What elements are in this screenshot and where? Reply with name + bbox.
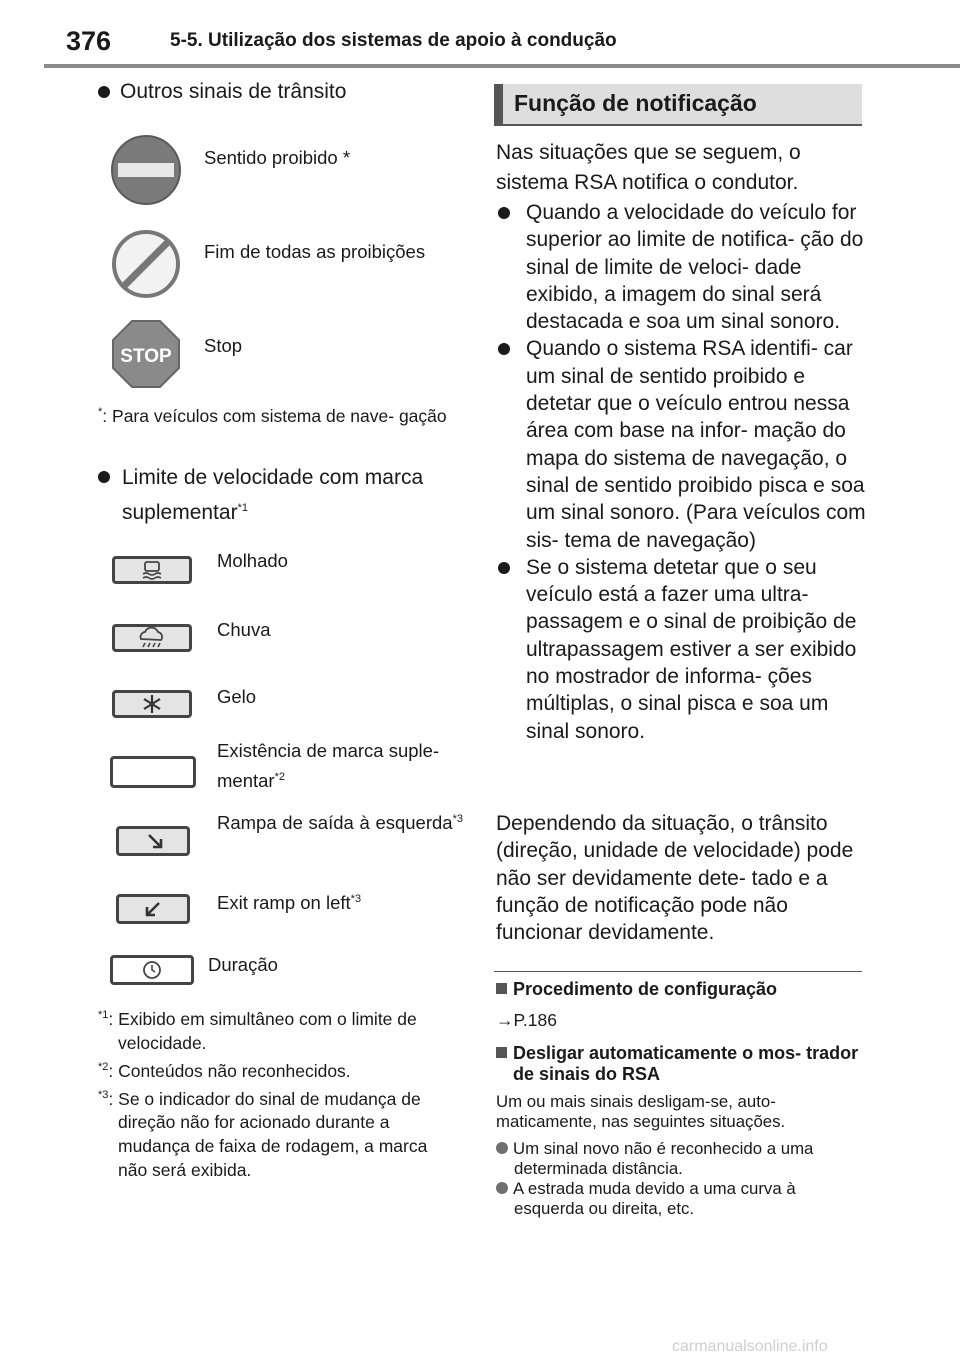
- other-signs-heading: Outros sinais de trânsito: [98, 76, 346, 107]
- stop-sign-text: STOP: [120, 346, 172, 367]
- plate-label-ice: Gelo: [217, 686, 257, 707]
- end-of-restrictions-sign-icon: [110, 228, 182, 300]
- footnote-2: $^{*2}$: Conteúdos não reconhecidos.: [98, 1060, 351, 1081]
- auto-off-list: [496, 1139, 864, 1219]
- intro-paragraph: Nas situações que se seguem, o sistema RSA notifica o condutor.: [496, 141, 801, 194]
- header-divider: [44, 64, 960, 68]
- square-bullet-icon: [496, 983, 507, 994]
- footnote-1: $^{*1}$: Exibido em simultâneo com o limite de velocidade.: [98, 1008, 417, 1053]
- circle-bullet-icon: [496, 1182, 508, 1194]
- rain-cloud-icon: [112, 624, 192, 652]
- setting-heading: Procedimento de configuração: [496, 979, 777, 1000]
- stop-sign-icon: [112, 320, 180, 388]
- snowflake-icon: [112, 690, 192, 718]
- plate-label-duration: Duração: [208, 954, 278, 975]
- bullet-icon: [98, 86, 110, 98]
- sign-label-no-entry: Sentido proibido *: [204, 147, 351, 168]
- auto-off-text: Um ou mais sinais desligam-se, auto- maticamente, nas seguintes situações.: [496, 1092, 786, 1131]
- blank-plate-icon: [110, 756, 196, 788]
- notification-section-heading: Função de notificação: [494, 84, 862, 126]
- setting-page-link[interactable]: →P.186: [496, 1010, 557, 1030]
- divider: [494, 971, 862, 972]
- arrow-down-left-icon: [116, 894, 190, 924]
- watermark: carmanualsonline.info: [672, 1338, 828, 1355]
- sign-label-stop: Stop: [204, 335, 243, 356]
- no-entry-sign-icon: [110, 134, 182, 206]
- bullet-icon: [498, 343, 510, 355]
- arrow-down-right-icon: [116, 826, 190, 856]
- bullet-icon: [98, 471, 110, 483]
- plate-label-exit-left: Exit ramp on left$^{*3}$: [217, 892, 362, 914]
- plate-label-rain: Chuva: [217, 619, 271, 640]
- footnote-3: $^{*3}$: Se o indicador do sinal de mudança de direção não for acionado durante a mudança de faixa de rodagem, a marca não será exibida.: [98, 1088, 428, 1181]
- list-item: Um sinal novo não é reconhecido a uma determinada distância.: [496, 1139, 864, 1179]
- footnote-star: *: Para veículos com sistema de nave- gação: [98, 405, 447, 426]
- footnotes: [98, 1003, 458, 1182]
- clock-icon: [110, 955, 194, 985]
- list-item: Quando o sistema RSA identifi- car um sinal de sentido proibido e detetar que o veículo entrou nessa área com base na infor- mação do mapa do sistema de navegação, o sinal de sentido proibido pisca e soa um sinal sonoro. (Para veículos com sis- tema de navegação): [498, 335, 866, 553]
- bullet-icon: [498, 207, 510, 219]
- speed-limit-heading: Limite de velocidade com marca suplementar$^{*1}$: [98, 462, 478, 528]
- plate-label-supplementary: Existência de marca suple- mentar$^{*2}$: [217, 740, 440, 792]
- closing-paragraph: Dependendo da situação, o trânsito (direção, unidade de velocidade) pode não ser devidamente dete- tado e a função de notificação pode não funcionar devidamente.: [496, 812, 854, 945]
- square-bullet-icon: [496, 1047, 507, 1058]
- bullet-icon: [498, 562, 510, 574]
- page-number: 376: [66, 26, 112, 56]
- sign-label-end-restrictions: Fim de todas as proibições: [204, 241, 426, 262]
- notification-bullets: [498, 199, 866, 745]
- plate-label-wet: Molhado: [217, 550, 288, 571]
- list-item: Se o sistema detetar que o seu veículo está a fazer uma ultra- passagem e o sinal de proibição de ultrapassagem estiver a ser exibido no mostrador de informa- ções múltiplas, o sinal pisca e soa um sinal sonoro.: [498, 554, 866, 745]
- plate-label-exit-right: Rampa de saída à esquerda$^{*3}$: [217, 812, 463, 834]
- wet-road-icon: [112, 556, 192, 584]
- auto-off-heading: Desligar automaticamente o mos- trador de sinais do RSA: [496, 1043, 864, 1085]
- list-item: Quando a velocidade do veículo for superior ao limite de notifica- ção do sinal de limite de veloci- dade exibido, a imagem do sinal será destacada e soa um sinal sonoro.: [498, 199, 866, 335]
- section-title: 5-5. Utilização dos sistemas de apoio à condução: [170, 30, 617, 51]
- circle-bullet-icon: [496, 1142, 508, 1154]
- list-item: A estrada muda devido a uma curva à esquerda ou direita, etc.: [496, 1179, 864, 1219]
